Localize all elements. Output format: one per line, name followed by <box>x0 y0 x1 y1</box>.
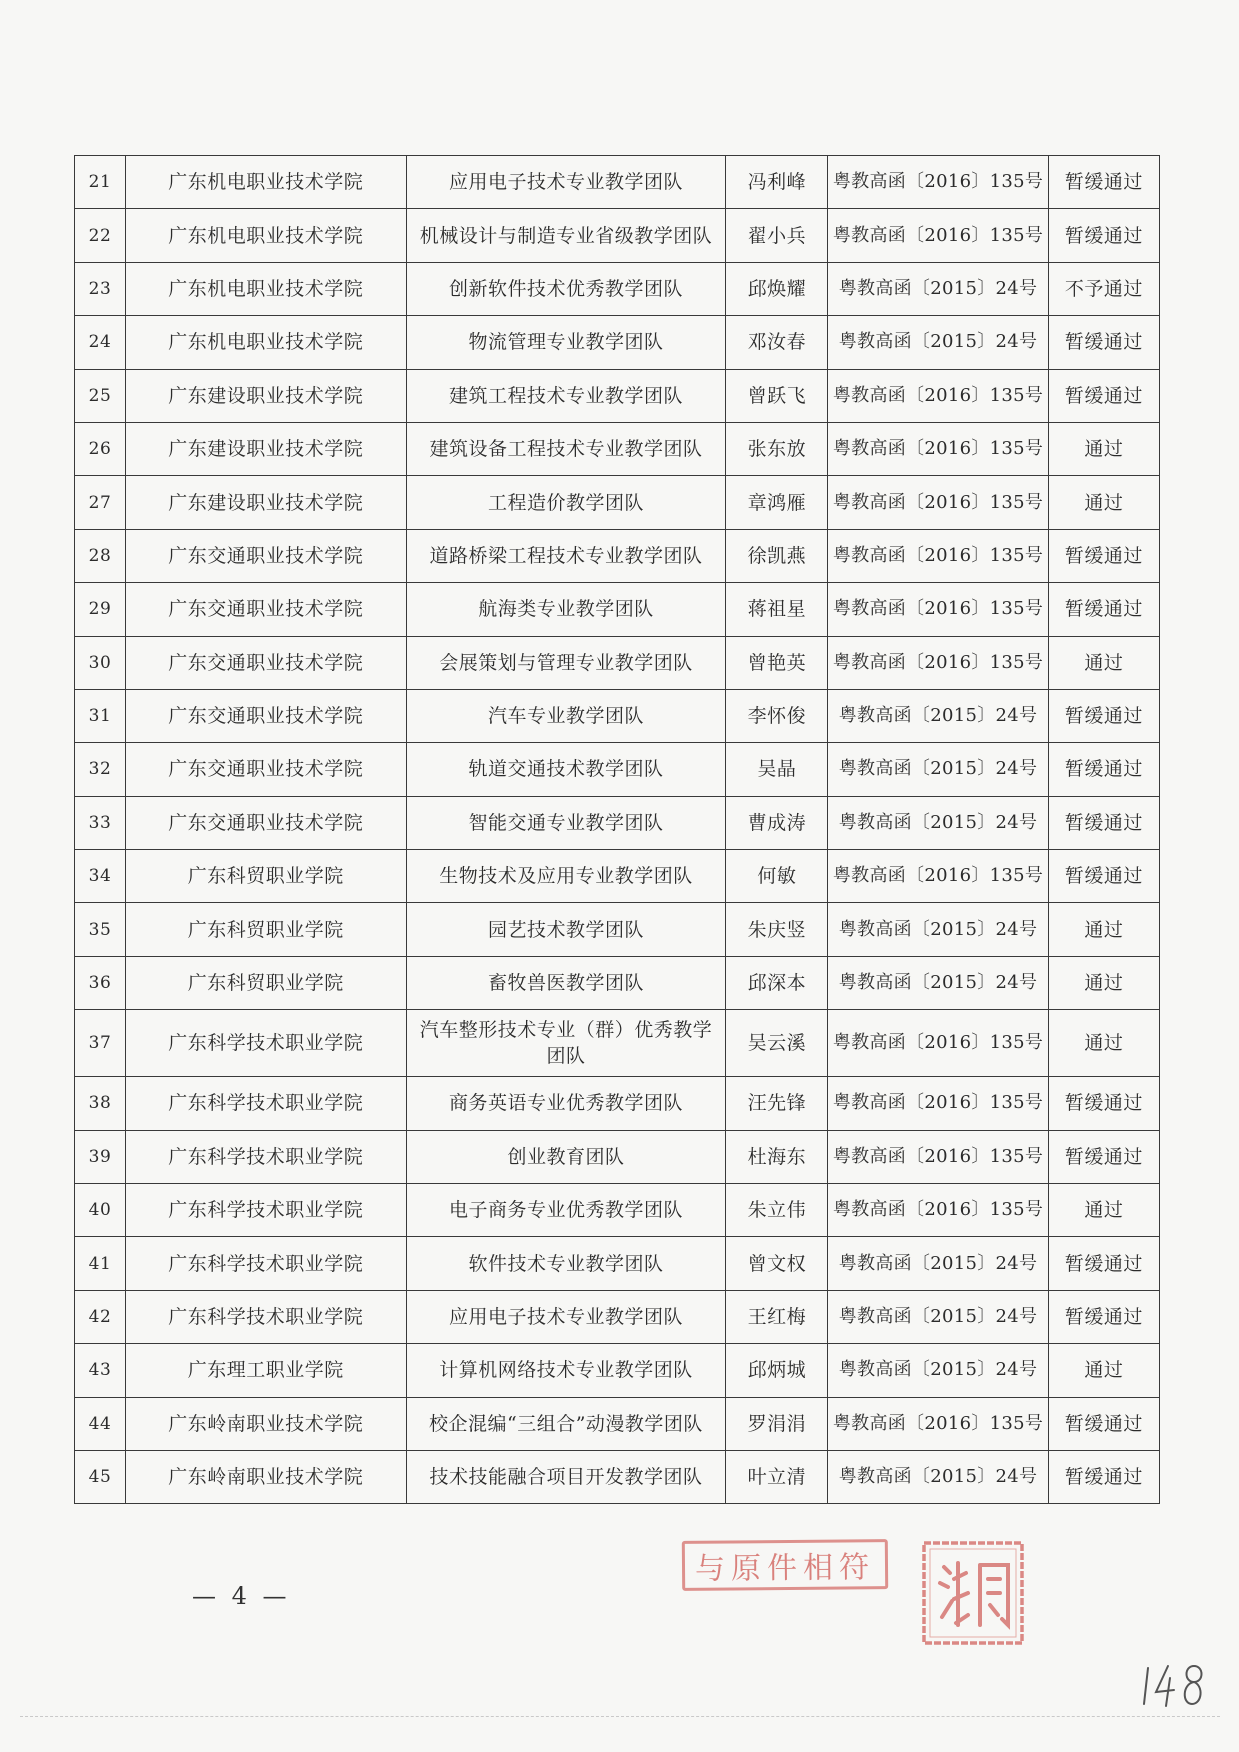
cell-leader: 邱深本 <box>726 956 828 1009</box>
cell-leader: 吴云溪 <box>726 1010 828 1077</box>
cell-school: 广东交通职业技术学院 <box>126 689 407 742</box>
table-row <box>75 583 1160 636</box>
cell-team: 应用电子技术专业教学团队 <box>406 156 726 209</box>
cell-number: 37 <box>75 1010 126 1077</box>
cell-result: 暂缓通过 <box>1048 1077 1159 1130</box>
table-row <box>75 1344 1160 1397</box>
cell-document-number: 粤教高函〔2015〕24号 <box>828 1237 1048 1290</box>
cell-result: 暂缓通过 <box>1048 1450 1159 1503</box>
table-row <box>75 369 1160 422</box>
table-row <box>75 1077 1160 1130</box>
table-row <box>75 689 1160 742</box>
cell-leader: 李怀俊 <box>726 689 828 742</box>
table-row <box>75 316 1160 369</box>
cell-document-number: 粤教高函〔2015〕24号 <box>828 1344 1048 1397</box>
cell-school: 广东科学技术职业学院 <box>126 1184 407 1237</box>
review-results-table-wrapper <box>74 155 1160 1504</box>
cell-team: 建筑工程技术专业教学团队 <box>406 369 726 422</box>
cell-school: 广东理工职业学院 <box>126 1344 407 1397</box>
cell-result: 通过 <box>1048 1184 1159 1237</box>
cell-number: 45 <box>75 1450 126 1503</box>
cell-document-number: 粤教高函〔2016〕135号 <box>828 422 1048 475</box>
table-row <box>75 903 1160 956</box>
cell-document-number: 粤教高函〔2015〕24号 <box>828 262 1048 315</box>
table-row <box>75 262 1160 315</box>
cell-document-number: 粤教高函〔2016〕135号 <box>828 156 1048 209</box>
cell-leader: 张东放 <box>726 422 828 475</box>
cell-document-number: 粤教高函〔2016〕135号 <box>828 209 1048 262</box>
cell-document-number: 粤教高函〔2016〕135号 <box>828 583 1048 636</box>
cell-number: 23 <box>75 262 126 315</box>
cell-school: 广东交通职业技术学院 <box>126 796 407 849</box>
cell-leader: 朱庆竖 <box>726 903 828 956</box>
cell-document-number: 粤教高函〔2016〕135号 <box>828 1077 1048 1130</box>
cell-team: 轨道交通技术教学团队 <box>406 743 726 796</box>
cell-school: 广东机电职业技术学院 <box>126 156 407 209</box>
cell-team: 软件技术专业教学团队 <box>406 1237 726 1290</box>
table-row <box>75 209 1160 262</box>
cell-number: 34 <box>75 850 126 903</box>
cell-school: 广东科贸职业学院 <box>126 956 407 1009</box>
cell-document-number: 粤教高函〔2016〕135号 <box>828 476 1048 529</box>
cell-result: 暂缓通过 <box>1048 1397 1159 1450</box>
table-row <box>75 743 1160 796</box>
cell-leader: 曾跃飞 <box>726 369 828 422</box>
table-row <box>75 529 1160 582</box>
cell-number: 40 <box>75 1184 126 1237</box>
cell-team: 智能交通专业教学团队 <box>406 796 726 849</box>
cell-leader: 翟小兵 <box>726 209 828 262</box>
cell-number: 43 <box>75 1344 126 1397</box>
cell-team: 汽车专业教学团队 <box>406 689 726 742</box>
cell-document-number: 粤教高函〔2015〕24号 <box>828 1450 1048 1503</box>
page-number: — 4 — <box>192 1582 291 1610</box>
cell-school: 广东科学技术职业学院 <box>126 1010 407 1077</box>
cell-team: 电子商务专业优秀教学团队 <box>406 1184 726 1237</box>
cell-leader: 吴晶 <box>726 743 828 796</box>
cell-leader: 章鸿雁 <box>726 476 828 529</box>
cell-school: 广东科学技术职业学院 <box>126 1130 407 1183</box>
cell-result: 暂缓通过 <box>1048 1290 1159 1343</box>
table-row <box>75 1290 1160 1343</box>
cell-school: 广东交通职业技术学院 <box>126 529 407 582</box>
cell-result: 通过 <box>1048 476 1159 529</box>
cell-result: 暂缓通过 <box>1048 209 1159 262</box>
cell-document-number: 粤教高函〔2016〕135号 <box>828 850 1048 903</box>
cell-number: 28 <box>75 529 126 582</box>
cell-team: 建筑设备工程技术专业教学团队 <box>406 422 726 475</box>
cell-document-number: 粤教高函〔2016〕135号 <box>828 369 1048 422</box>
cell-result: 暂缓通过 <box>1048 743 1159 796</box>
cell-number: 36 <box>75 956 126 1009</box>
cell-number: 29 <box>75 583 126 636</box>
cell-school: 广东机电职业技术学院 <box>126 209 407 262</box>
table-body <box>75 156 1160 1504</box>
cell-number: 24 <box>75 316 126 369</box>
cell-school: 广东科学技术职业学院 <box>126 1077 407 1130</box>
cell-school: 广东建设职业技术学院 <box>126 476 407 529</box>
cell-result: 通过 <box>1048 1344 1159 1397</box>
cell-result: 暂缓通过 <box>1048 850 1159 903</box>
cell-result: 暂缓通过 <box>1048 1130 1159 1183</box>
cell-number: 27 <box>75 476 126 529</box>
cell-team: 物流管理专业教学团队 <box>406 316 726 369</box>
cell-number: 38 <box>75 1077 126 1130</box>
table-row <box>75 1237 1160 1290</box>
cell-number: 42 <box>75 1290 126 1343</box>
cell-school: 广东科贸职业学院 <box>126 903 407 956</box>
scan-edge-line <box>20 1716 1220 1717</box>
cell-team: 应用电子技术专业教学团队 <box>406 1290 726 1343</box>
cell-result: 暂缓通过 <box>1048 689 1159 742</box>
cell-leader: 徐凯燕 <box>726 529 828 582</box>
cell-result: 暂缓通过 <box>1048 1237 1159 1290</box>
cell-school: 广东交通职业技术学院 <box>126 743 407 796</box>
cell-team: 创业教育团队 <box>406 1130 726 1183</box>
cell-team: 园艺技术教学团队 <box>406 903 726 956</box>
cell-document-number: 粤教高函〔2016〕135号 <box>828 1010 1048 1077</box>
table-row <box>75 850 1160 903</box>
cell-result: 通过 <box>1048 636 1159 689</box>
cell-document-number: 粤教高函〔2015〕24号 <box>828 743 1048 796</box>
cell-number: 26 <box>75 422 126 475</box>
cell-team: 航海类专业教学团队 <box>406 583 726 636</box>
cell-number: 32 <box>75 743 126 796</box>
cell-leader: 邓汝春 <box>726 316 828 369</box>
cell-school: 广东建设职业技术学院 <box>126 369 407 422</box>
cell-leader: 杜海东 <box>726 1130 828 1183</box>
table-row <box>75 1130 1160 1183</box>
cell-leader: 冯利峰 <box>726 156 828 209</box>
cell-result: 暂缓通过 <box>1048 156 1159 209</box>
cell-result: 通过 <box>1048 422 1159 475</box>
cell-leader: 蒋祖星 <box>726 583 828 636</box>
cell-document-number: 粤教高函〔2015〕24号 <box>828 689 1048 742</box>
cell-team: 创新软件技术优秀教学团队 <box>406 262 726 315</box>
cell-school: 广东机电职业技术学院 <box>126 262 407 315</box>
table-row <box>75 636 1160 689</box>
review-results-table <box>74 155 1160 1504</box>
cell-team: 技术技能融合项目开发教学团队 <box>406 1450 726 1503</box>
cell-result: 暂缓通过 <box>1048 369 1159 422</box>
cell-number: 44 <box>75 1397 126 1450</box>
cell-leader: 王红梅 <box>726 1290 828 1343</box>
cell-number: 22 <box>75 209 126 262</box>
cell-number: 39 <box>75 1130 126 1183</box>
cell-leader: 何敏 <box>726 850 828 903</box>
cell-school: 广东岭南职业技术学院 <box>126 1450 407 1503</box>
cell-document-number: 粤教高函〔2015〕24号 <box>828 316 1048 369</box>
cell-leader: 罗涓涓 <box>726 1397 828 1450</box>
table-row <box>75 1397 1160 1450</box>
cell-number: 31 <box>75 689 126 742</box>
cell-team: 汽车整形技术专业（群）优秀教学团队 <box>406 1010 726 1077</box>
cell-leader: 曾文权 <box>726 1237 828 1290</box>
cell-result: 不予通过 <box>1048 262 1159 315</box>
cell-result: 暂缓通过 <box>1048 796 1159 849</box>
cell-document-number: 粤教高函〔2016〕135号 <box>828 1130 1048 1183</box>
cell-leader: 曾艳英 <box>726 636 828 689</box>
cell-document-number: 粤教高函〔2016〕135号 <box>828 529 1048 582</box>
cell-result: 暂缓通过 <box>1048 529 1159 582</box>
cell-team: 工程造价教学团队 <box>406 476 726 529</box>
cell-team: 道路桥梁工程技术专业教学团队 <box>406 529 726 582</box>
cell-document-number: 粤教高函〔2016〕135号 <box>828 636 1048 689</box>
cell-school: 广东交通职业技术学院 <box>126 636 407 689</box>
cell-number: 35 <box>75 903 126 956</box>
cell-result: 暂缓通过 <box>1048 316 1159 369</box>
table-row <box>75 156 1160 209</box>
cell-leader: 曹成涛 <box>726 796 828 849</box>
cell-result: 暂缓通过 <box>1048 583 1159 636</box>
cell-school: 广东科学技术职业学院 <box>126 1290 407 1343</box>
cell-team: 商务英语专业优秀教学团队 <box>406 1077 726 1130</box>
cell-school: 广东机电职业技术学院 <box>126 316 407 369</box>
cell-number: 33 <box>75 796 126 849</box>
cell-document-number: 粤教高函〔2016〕135号 <box>828 1184 1048 1237</box>
cell-school: 广东科贸职业学院 <box>126 850 407 903</box>
cell-team: 计算机网络技术专业教学团队 <box>406 1344 726 1397</box>
cell-number: 41 <box>75 1237 126 1290</box>
red-seal-stamp <box>920 1539 1026 1647</box>
cell-document-number: 粤教高函〔2015〕24号 <box>828 903 1048 956</box>
cell-document-number: 粤教高函〔2015〕24号 <box>828 796 1048 849</box>
table-row <box>75 476 1160 529</box>
cell-leader: 邱炳城 <box>726 1344 828 1397</box>
cell-number: 30 <box>75 636 126 689</box>
cell-document-number: 粤教高函〔2015〕24号 <box>828 956 1048 1009</box>
cell-leader: 汪先锋 <box>726 1077 828 1130</box>
cell-school: 广东交通职业技术学院 <box>126 583 407 636</box>
cell-document-number: 粤教高函〔2015〕24号 <box>828 1290 1048 1343</box>
cell-team: 机械设计与制造专业省级教学团队 <box>406 209 726 262</box>
cell-number: 25 <box>75 369 126 422</box>
cell-team: 校企混编“三组合”动漫教学团队 <box>406 1397 726 1450</box>
table-row <box>75 956 1160 1009</box>
cell-school: 广东建设职业技术学院 <box>126 422 407 475</box>
cell-school: 广东岭南职业技术学院 <box>126 1397 407 1450</box>
certified-copy-stamp: 与原件相符 <box>682 1539 888 1591</box>
table-row <box>75 1184 1160 1237</box>
table-row <box>75 1010 1160 1077</box>
cell-team: 会展策划与管理专业教学团队 <box>406 636 726 689</box>
handwritten-page-number <box>1140 1660 1210 1710</box>
cell-team: 生物技术及应用专业教学团队 <box>406 850 726 903</box>
cell-leader: 叶立清 <box>726 1450 828 1503</box>
cell-leader: 邱焕耀 <box>726 262 828 315</box>
cell-leader: 朱立伟 <box>726 1184 828 1237</box>
table-row <box>75 796 1160 849</box>
cell-document-number: 粤教高函〔2016〕135号 <box>828 1397 1048 1450</box>
cell-result: 通过 <box>1048 903 1159 956</box>
table-row <box>75 422 1160 475</box>
cell-number: 21 <box>75 156 126 209</box>
cell-result: 通过 <box>1048 956 1159 1009</box>
cell-team: 畜牧兽医教学团队 <box>406 956 726 1009</box>
cell-school: 广东科学技术职业学院 <box>126 1237 407 1290</box>
table-row <box>75 1450 1160 1503</box>
cell-result: 通过 <box>1048 1010 1159 1077</box>
